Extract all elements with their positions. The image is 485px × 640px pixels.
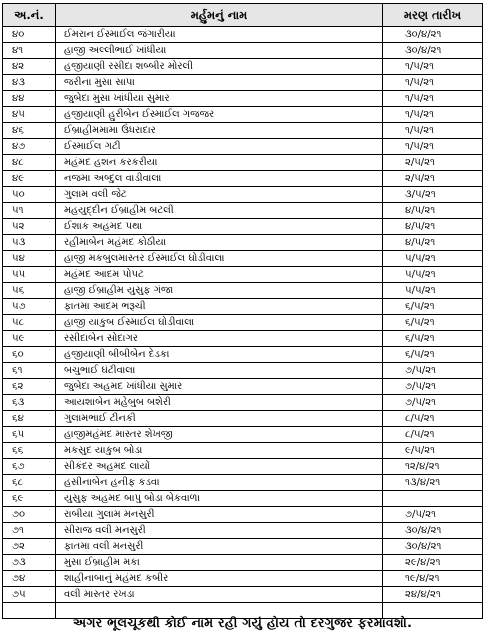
row-number: ૭૦ xyxy=(3,507,56,523)
table-row xyxy=(3,43,483,59)
row-number: ૪૩ xyxy=(3,75,56,91)
row-name: ઈશાક અહમદ પથા xyxy=(56,219,383,235)
row-name: હસીનાબેન હનીફ કડવા xyxy=(56,475,383,491)
row-date: ૫/૫/૨૧ xyxy=(383,251,483,267)
row-name: શાહીનાબાનું મહંમદ કબીર xyxy=(56,571,383,587)
row-number: ૬૧ xyxy=(3,363,56,379)
row-name: મુસા ઈબ્રાહીમ મકા xyxy=(56,555,383,571)
row-name: ઈબ્રાહીમમામા ઉંધરાદાર xyxy=(56,123,383,139)
row-date: ૧૩/૪/૨૧ xyxy=(383,475,483,491)
column-header-name: મર્હુમનું નામ xyxy=(56,4,383,27)
row-number: ૭૩ xyxy=(3,555,56,571)
table-row xyxy=(3,443,483,459)
table-row xyxy=(3,411,483,427)
row-date: ૩૦/૪/૨૧ xyxy=(383,27,483,43)
table-row xyxy=(3,315,483,331)
memorial-list xyxy=(2,3,482,619)
row-number: ૬૯ xyxy=(3,491,56,507)
row-number: ૪૦ xyxy=(3,27,56,43)
table-header-row xyxy=(3,4,483,27)
table-row xyxy=(3,139,483,155)
table-row xyxy=(3,331,483,347)
row-date: ૫/૫/૨૧ xyxy=(383,267,483,283)
column-header-number: અ.નં. xyxy=(3,4,56,27)
row-name: ગુલામભાઈ ટીનકી xyxy=(56,411,383,427)
row-number: ૫૩ xyxy=(3,235,56,251)
row-number: ૬૨ xyxy=(3,379,56,395)
row-name: રસીદાબેન સોદાગર xyxy=(56,331,383,347)
row-number: ૫૫ xyxy=(3,267,56,283)
row-name: આયશાબેન મહેબુબ બશેરી xyxy=(56,395,383,411)
row-date: ૬/૫/૨૧ xyxy=(383,315,483,331)
row-date: ૧/૫/૨૧ xyxy=(383,59,483,75)
table-row xyxy=(3,155,483,171)
row-number: ૫૧ xyxy=(3,203,56,219)
row-number: ૬૮ xyxy=(3,475,56,491)
deceased-table xyxy=(2,3,483,619)
row-number: ૫૮ xyxy=(3,315,56,331)
row-date: ૧૨/૪/૨૧ xyxy=(383,459,483,475)
row-name: યુસુફ અહમદ બાપુ બોડા બેકવાળા xyxy=(56,491,383,507)
row-number: ૪૭ xyxy=(3,139,56,155)
row-date: ૩૦/૪/૨૧ xyxy=(383,539,483,555)
row-date: ૧/૫/૨૧ xyxy=(383,75,483,91)
table-row xyxy=(3,107,483,123)
table-row xyxy=(3,75,483,91)
row-date: ૧/૫/૨૧ xyxy=(383,123,483,139)
row-number: ૭૫ xyxy=(3,587,56,603)
table-row xyxy=(3,171,483,187)
row-name: જુબેદા મુસા ખાંધીયા સુમાર xyxy=(56,91,383,107)
row-date: ૭/૫/૨૧ xyxy=(383,395,483,411)
row-number: ૬૪ xyxy=(3,411,56,427)
row-number: ૪૮ xyxy=(3,155,56,171)
row-number: ૭૨ xyxy=(3,539,56,555)
row-number: ૬૫ xyxy=(3,427,56,443)
row-name: મહંમદ હશન કરકરીયા xyxy=(56,155,383,171)
row-date: ૧/૫/૨૧ xyxy=(383,107,483,123)
row-name: જુબેદા અહમદ ખાંધીયા સુમાર xyxy=(56,379,383,395)
table-row xyxy=(3,347,483,363)
row-name: હજીયાણી બીબીબેન દેડકા xyxy=(56,347,383,363)
row-name: ફાતમા આદમ ભરૂચી xyxy=(56,299,383,315)
row-date: ૪/૫/૨૧ xyxy=(383,235,483,251)
row-date: ૭/૫/૨૧ xyxy=(383,507,483,523)
table-row xyxy=(3,203,483,219)
table-row xyxy=(3,427,483,443)
row-number: ૭૪ xyxy=(3,571,56,587)
row-date: ૬/૫/૨૧ xyxy=(383,347,483,363)
row-date: ૨/૫/૨૧ xyxy=(383,155,483,171)
row-date: ૬/૫/૨૧ xyxy=(383,299,483,315)
row-date: ૪/૫/૨૧ xyxy=(383,219,483,235)
row-number: ૪૯ xyxy=(3,171,56,187)
table-row xyxy=(3,539,483,555)
row-name: હજીયાણી હુરીબેન ઈસ્માઈલ ગજજર xyxy=(56,107,383,123)
table-row xyxy=(3,475,483,491)
row-date: ૯/૫/૨૧ xyxy=(383,443,483,459)
row-number: ૫૭ xyxy=(3,299,56,315)
row-date: ૭/૫/૨૧ xyxy=(383,363,483,379)
row-number: ૫૯ xyxy=(3,331,56,347)
row-date: ૭/૫/૨૧ xyxy=(383,379,483,395)
row-date: ૫/૫/૨૧ xyxy=(383,283,483,299)
table-row xyxy=(3,267,483,283)
table-row xyxy=(3,219,483,235)
row-date: ૧૯/૪/૨૧ xyxy=(383,571,483,587)
row-name: સીરાજ વલી મનસુરી xyxy=(56,523,383,539)
row-number: ૬૬ xyxy=(3,443,56,459)
table-row xyxy=(3,363,483,379)
row-number: ૪૨ xyxy=(3,59,56,75)
row-date: ૪/૫/૨૧ xyxy=(383,203,483,219)
table-row xyxy=(3,251,483,267)
row-name: હાજી અલ્લીભાઈ ખાંધીયા xyxy=(56,43,383,59)
table-row xyxy=(3,235,483,251)
table-row xyxy=(3,571,483,587)
row-date: ૮/૫/૨૧ xyxy=(383,411,483,427)
table-row xyxy=(3,507,483,523)
row-number: ૪૬ xyxy=(3,123,56,139)
row-name: મહયુદ્દીન ઈબ્રાહીમ બટલી xyxy=(56,203,383,219)
row-name: ઈમરાન ઈસ્માઈલ જંગારીયા xyxy=(56,27,383,43)
row-number: ૫૨ xyxy=(3,219,56,235)
row-name: હાજી મકબુલમાસ્તર ઈસ્માઈલ ઘોડીવાલા xyxy=(56,251,383,267)
table-row xyxy=(3,91,483,107)
row-name: નજમા અબ્દુલ વાડીવાલા xyxy=(56,171,383,187)
row-name: હાજી યાકુબ ઈસ્માઈલ ઘોડીવાલા xyxy=(56,315,383,331)
table-row xyxy=(3,379,483,395)
row-name: હાજીમહંમદ માસ્તર શેખજી xyxy=(56,427,383,443)
row-name: જરીના મુસા સાપા xyxy=(56,75,383,91)
row-name: હજીયાણી રસીદા શબ્બીર મોરલી xyxy=(56,59,383,75)
row-name: સીકંદર અહમદ લાયોં xyxy=(56,459,383,475)
table-row xyxy=(3,459,483,475)
row-number: ૬૭ xyxy=(3,459,56,475)
row-name: રાબીયા ગુલામ મનસુરી xyxy=(56,507,383,523)
table-row xyxy=(3,27,483,43)
row-number: ૫૪ xyxy=(3,251,56,267)
row-date: ૧/૫/૨૧ xyxy=(383,91,483,107)
row-number: ૪૪ xyxy=(3,91,56,107)
row-number: ૪૧ xyxy=(3,43,56,59)
row-date xyxy=(383,491,483,507)
row-name: ફાતમા વલી મનસુરી xyxy=(56,539,383,555)
row-name: મકસુદ યાકુબ બોડા xyxy=(56,443,383,459)
table-row xyxy=(3,491,483,507)
table-row xyxy=(3,187,483,203)
table-row xyxy=(3,123,483,139)
table-row xyxy=(3,283,483,299)
row-date: ૩૦/૪/૨૧ xyxy=(383,523,483,539)
row-name: બચુભાઈ ઘંટીવાલા xyxy=(56,363,383,379)
row-name: વલી માસ્તર રખડા xyxy=(56,587,383,603)
row-name: રહીમાબેન મહંમદ કોઠીયા xyxy=(56,235,383,251)
row-date: ૬/૫/૨૧ xyxy=(383,331,483,347)
table-row xyxy=(3,59,483,75)
row-date: ૧/૫/૨૧ xyxy=(383,139,483,155)
row-name: હાજી ઈબ્રાહીમ યુસુફ ગંજા xyxy=(56,283,383,299)
table-row xyxy=(3,299,483,315)
row-name: મહંમદ આદમ પોપટ xyxy=(56,267,383,283)
row-number: ૬૦ xyxy=(3,347,56,363)
table-row xyxy=(3,587,483,603)
row-date: ૨/૫/૨૧ xyxy=(383,171,483,187)
row-number: ૭૧ xyxy=(3,523,56,539)
footer-note: અગર ભૂલચૂકથી કોઈ નામ રહી ગયું હોય તો દરગુજર ફરમાવશો. xyxy=(72,615,413,630)
row-date: ૮/૫/૨૧ xyxy=(383,427,483,443)
row-number: ૬૩ xyxy=(3,395,56,411)
row-date: ૩૦/૪/૨૧ xyxy=(383,43,483,59)
table-row xyxy=(3,523,483,539)
row-date: ૩/૫/૨૧ xyxy=(383,187,483,203)
table-row xyxy=(3,555,483,571)
row-date: ૨૯/૪/૨૧ xyxy=(383,555,483,571)
row-number: ૫૬ xyxy=(3,283,56,299)
row-name: ઈસ્માઈલ ગટી xyxy=(56,139,383,155)
table-row xyxy=(3,395,483,411)
row-number: ૪૫ xyxy=(3,107,56,123)
row-name: ગુલામ વલી જેટ xyxy=(56,187,383,203)
table-body xyxy=(3,27,483,619)
column-header-date: મરણ તારીખ xyxy=(383,4,483,27)
row-date: ૨૪/૪/૨૧ xyxy=(383,587,483,603)
row-number: ૫૦ xyxy=(3,187,56,203)
